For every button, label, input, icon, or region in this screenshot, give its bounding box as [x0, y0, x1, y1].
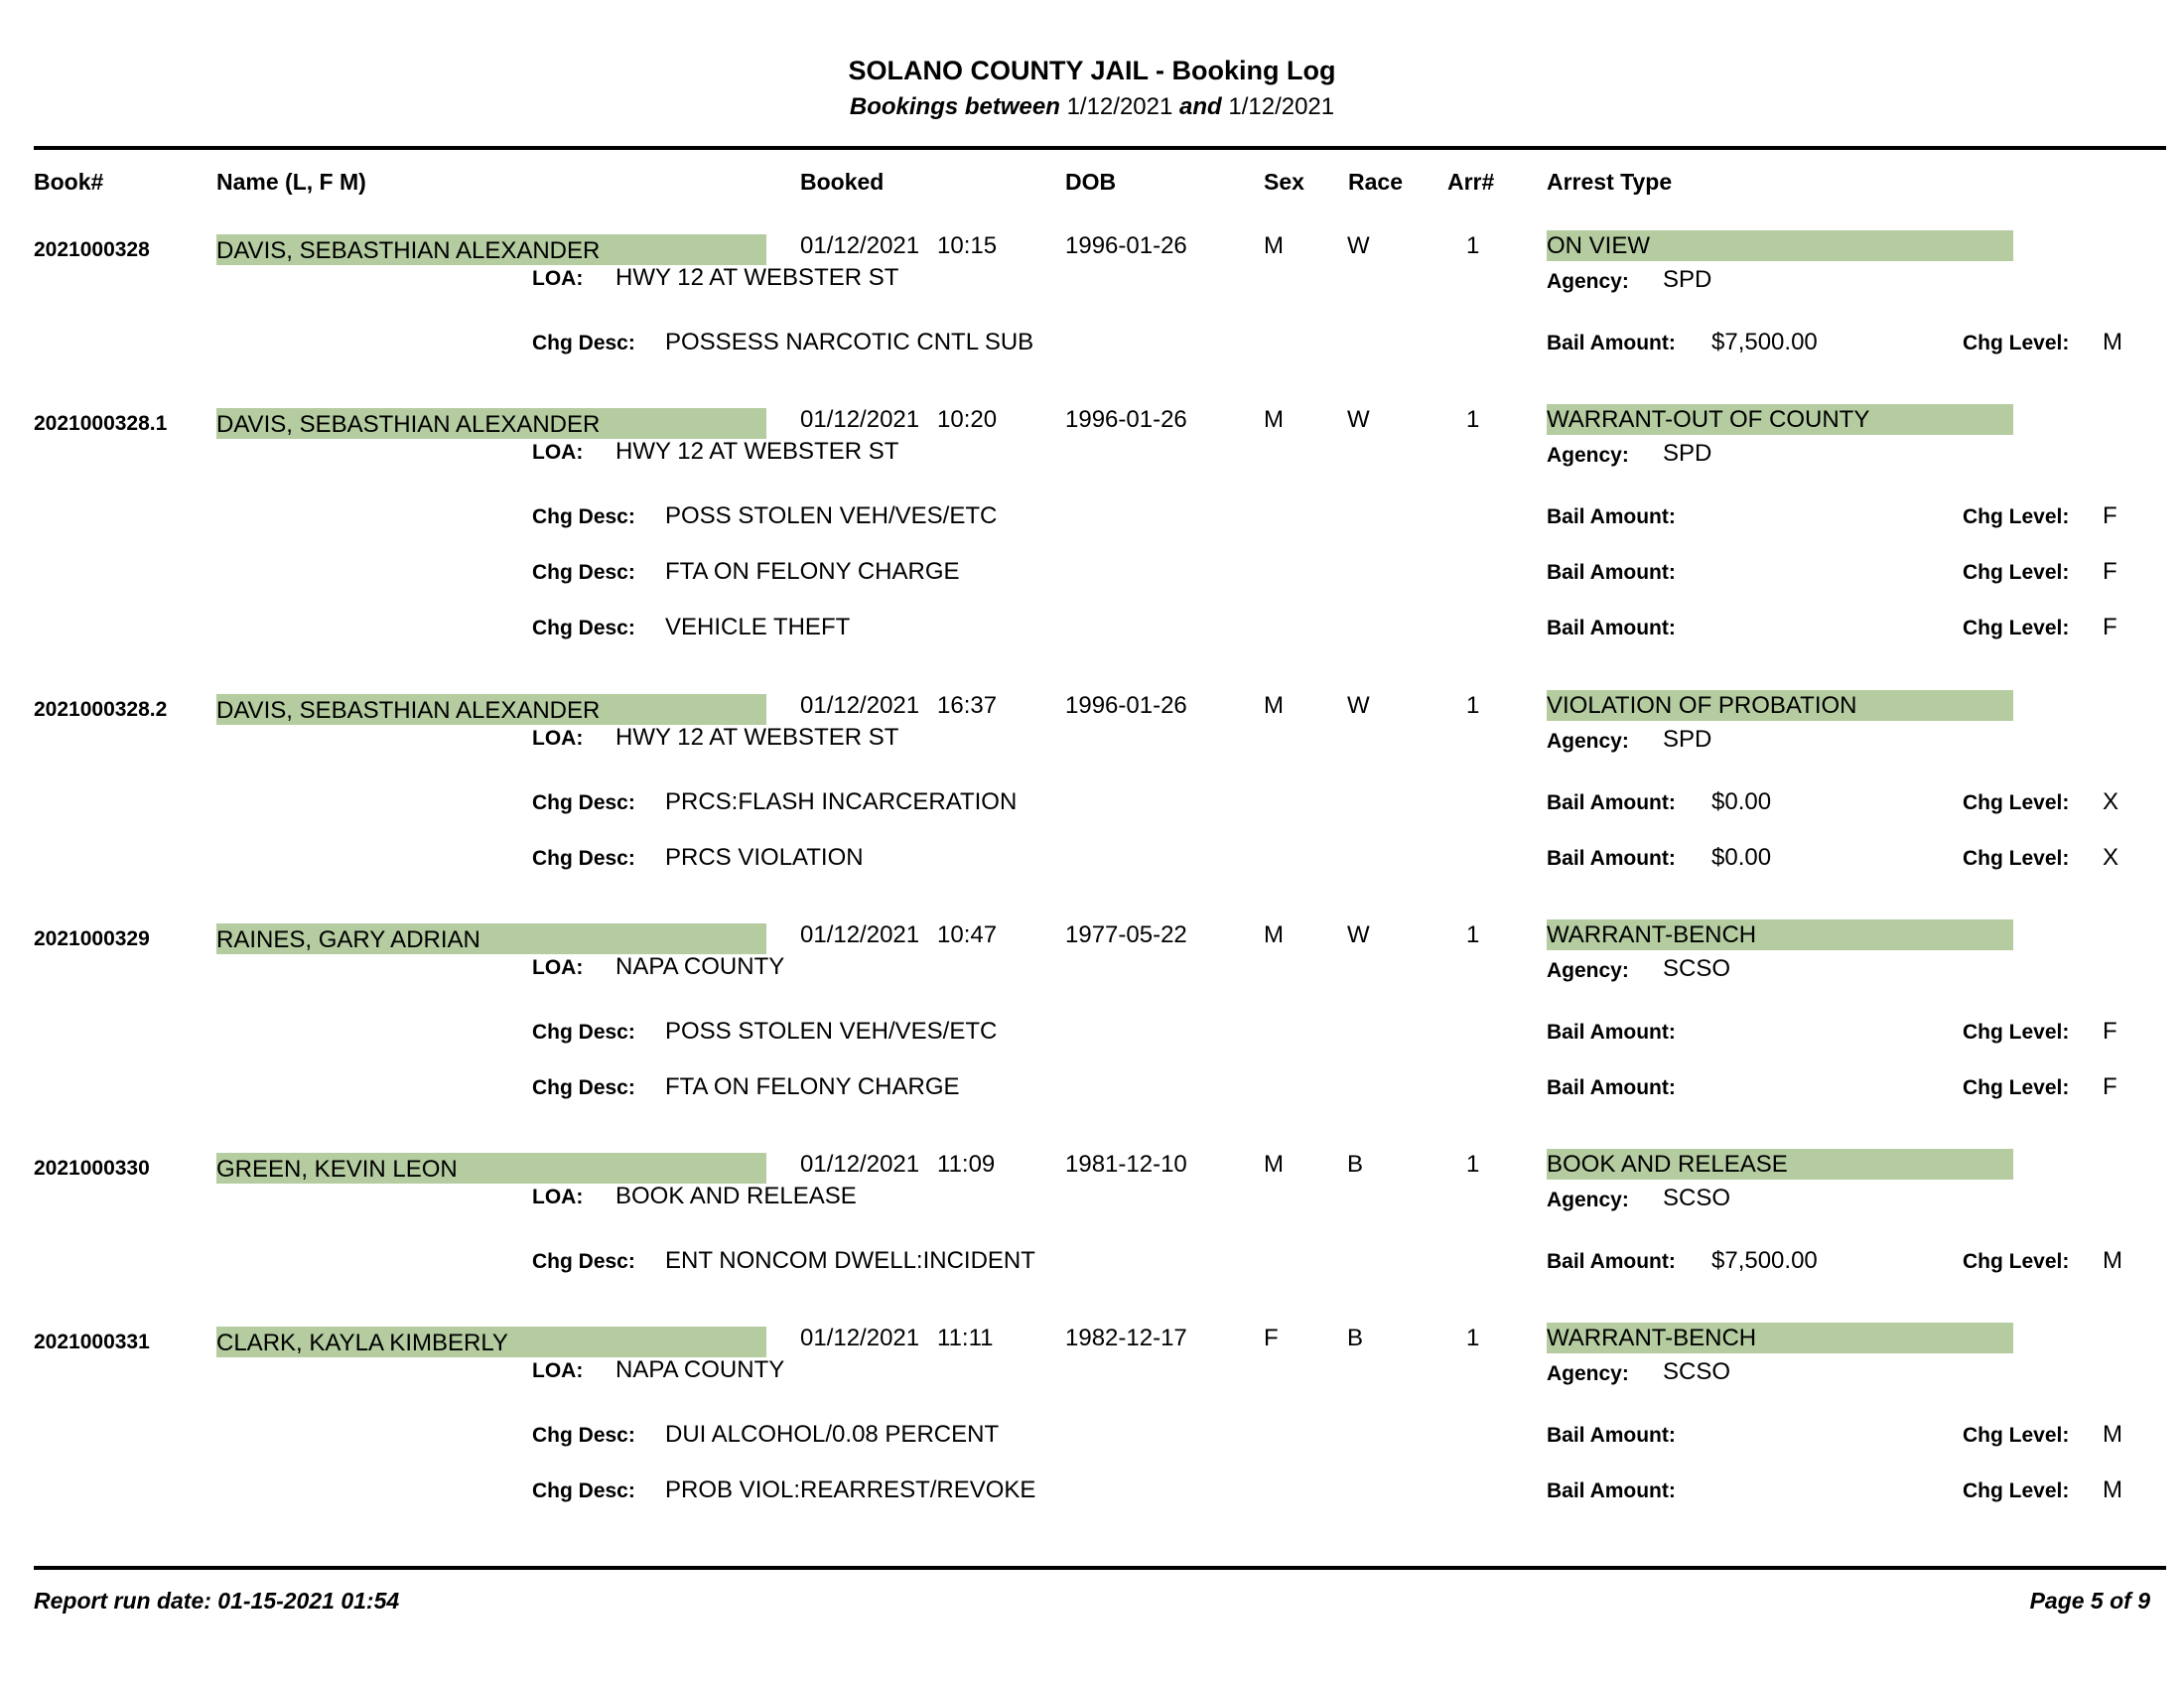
arrest-type: WARRANT-OUT OF COUNTY	[1547, 406, 1870, 433]
chg-level-label: Chg Level:	[1963, 561, 2070, 584]
arrest-number: 1	[1466, 406, 1480, 433]
report-run-date: Report run date: 01-15-2021 01:54	[34, 1588, 400, 1614]
agency-label: Agency:	[1547, 270, 1629, 293]
loa-value: BOOK AND RELEASE	[615, 1183, 857, 1209]
bail-amount-label: Bail Amount:	[1547, 1424, 1676, 1447]
loa-label: LOA:	[532, 956, 584, 979]
booked-date: 01/12/2021	[800, 406, 920, 433]
chg-desc-label: Chg Desc:	[532, 1424, 635, 1447]
booked-time: 11:09	[937, 1151, 996, 1178]
sex: M	[1264, 692, 1284, 719]
loa-value: NAPA COUNTY	[615, 1356, 785, 1383]
chg-level-value: M	[2103, 1421, 2122, 1448]
agency-label: Agency:	[1547, 1362, 1629, 1385]
col-header-race: Race	[1348, 169, 1403, 195]
agency-value: SCSO	[1663, 955, 1731, 982]
agency-label: Agency:	[1547, 1189, 1629, 1211]
arrest-type: ON VIEW	[1547, 232, 1651, 259]
agency-value: SPD	[1663, 266, 1712, 293]
race: B	[1347, 1151, 1364, 1178]
race: W	[1347, 692, 1370, 719]
race: W	[1347, 406, 1370, 433]
inmate-name: DAVIS, SEBASTHIAN ALEXANDER	[216, 411, 601, 438]
bail-amount-label: Bail Amount:	[1547, 332, 1676, 354]
col-header-dob: DOB	[1065, 169, 1117, 195]
chg-desc-label: Chg Desc:	[532, 1076, 635, 1099]
book-number: 2021000329	[34, 927, 150, 950]
chg-level-label: Chg Level:	[1963, 1076, 2070, 1099]
bail-amount-label: Bail Amount:	[1547, 561, 1676, 584]
loa-value: HWY 12 AT WEBSTER ST	[615, 724, 899, 751]
dob: 1977-05-22	[1065, 921, 1187, 948]
chg-desc-value: FTA ON FELONY CHARGE	[665, 1073, 960, 1100]
date-range-to: 1/12/2021	[1228, 93, 1335, 120]
booked-date: 01/12/2021	[800, 1325, 920, 1351]
col-header-arrest-type: Arrest Type	[1547, 169, 1673, 195]
loa-label: LOA:	[532, 727, 584, 750]
chg-level-value: M	[2103, 1247, 2122, 1274]
chg-level-value: F	[2103, 558, 2117, 585]
chg-level-label: Chg Level:	[1963, 1479, 2070, 1502]
chg-desc-label: Chg Desc:	[532, 617, 635, 639]
chg-level-label: Chg Level:	[1963, 791, 2070, 814]
bail-amount-label: Bail Amount:	[1547, 617, 1676, 639]
race: W	[1347, 232, 1370, 259]
date-range-from: 1/12/2021	[1066, 93, 1173, 120]
dob: 1982-12-17	[1065, 1325, 1187, 1351]
chg-desc-label: Chg Desc:	[532, 847, 635, 870]
chg-level-value: M	[2103, 329, 2122, 355]
bail-amount-label: Bail Amount:	[1547, 1250, 1676, 1273]
bail-amount-label: Bail Amount:	[1547, 847, 1676, 870]
chg-desc-label: Chg Desc:	[532, 1479, 635, 1502]
chg-level-value: F	[2103, 1073, 2117, 1100]
race: B	[1347, 1325, 1364, 1351]
page-number: Page 5 of 9	[2029, 1588, 2150, 1614]
chg-desc-label: Chg Desc:	[532, 505, 635, 528]
inmate-name: DAVIS, SEBASTHIAN ALEXANDER	[216, 697, 601, 724]
booked-time: 11:11	[937, 1325, 994, 1351]
loa-label: LOA:	[532, 441, 584, 464]
bail-amount-value: $0.00	[1711, 844, 1772, 871]
chg-desc-label: Chg Desc:	[532, 1021, 635, 1044]
loa-value: NAPA COUNTY	[615, 953, 785, 980]
booked-time: 10:47	[937, 921, 998, 948]
agency-label: Agency:	[1547, 444, 1629, 467]
col-header-booked: Booked	[800, 169, 885, 195]
loa-value: HWY 12 AT WEBSTER ST	[615, 264, 899, 291]
sex: M	[1264, 921, 1284, 948]
chg-level-label: Chg Level:	[1963, 332, 2070, 354]
chg-desc-value: FTA ON FELONY CHARGE	[665, 558, 960, 585]
loa-label: LOA:	[532, 267, 584, 290]
chg-desc-value: POSSESS NARCOTIC CNTL SUB	[665, 329, 1034, 355]
sex: M	[1264, 1151, 1284, 1178]
arrest-type: WARRANT-BENCH	[1547, 1325, 1757, 1351]
chg-desc-value: POSS STOLEN VEH/VES/ETC	[665, 502, 998, 529]
booked-date: 01/12/2021	[800, 921, 920, 948]
report-title: SOLANO COUNTY JAIL - Booking Log	[848, 56, 1336, 85]
chg-level-value: X	[2103, 788, 2119, 815]
book-number: 2021000331	[34, 1331, 150, 1353]
bail-amount-label: Bail Amount:	[1547, 791, 1676, 814]
book-number: 2021000328	[34, 238, 150, 261]
chg-desc-label: Chg Desc:	[532, 1250, 635, 1273]
inmate-name: GREEN, KEVIN LEON	[216, 1156, 458, 1183]
booked-date: 01/12/2021	[800, 232, 920, 259]
col-header-book: Book#	[34, 169, 104, 195]
book-number: 2021000328.1	[34, 412, 168, 435]
chg-desc-label: Chg Desc:	[532, 561, 635, 584]
agency-label: Agency:	[1547, 959, 1629, 982]
bail-amount-value: $0.00	[1711, 788, 1772, 815]
agency-value: SCSO	[1663, 1358, 1731, 1385]
chg-level-value: F	[2103, 1018, 2117, 1045]
race: W	[1347, 921, 1370, 948]
header-rule	[34, 146, 2166, 150]
dob: 1996-01-26	[1065, 406, 1187, 433]
col-header-sex: Sex	[1264, 169, 1304, 195]
chg-desc-label: Chg Desc:	[532, 791, 635, 814]
chg-level-label: Chg Level:	[1963, 847, 2070, 870]
agency-value: SPD	[1663, 726, 1712, 753]
book-number: 2021000330	[34, 1157, 150, 1180]
chg-desc-label: Chg Desc:	[532, 332, 635, 354]
chg-desc-value: VEHICLE THEFT	[665, 614, 851, 640]
arrest-type: BOOK AND RELEASE	[1547, 1151, 1788, 1178]
chg-level-value: X	[2103, 844, 2119, 871]
chg-level-label: Chg Level:	[1963, 617, 2070, 639]
date-range-prefix: Bookings between	[849, 93, 1060, 120]
report-date-range	[0, 93, 2184, 121]
agency-value: SCSO	[1663, 1185, 1731, 1211]
loa-label: LOA:	[532, 1186, 584, 1208]
chg-desc-value: PROB VIOL:REARREST/REVOKE	[665, 1477, 1036, 1503]
arrest-number: 1	[1466, 232, 1480, 259]
col-header-name: Name (L, F M)	[216, 169, 366, 195]
chg-level-label: Chg Level:	[1963, 1021, 2070, 1044]
arrest-type: WARRANT-BENCH	[1547, 921, 1757, 948]
booked-date: 01/12/2021	[800, 1151, 920, 1178]
loa-label: LOA:	[532, 1359, 584, 1382]
chg-desc-value: ENT NONCOM DWELL:INCIDENT	[665, 1247, 1035, 1274]
arrest-type: VIOLATION OF PROBATION	[1547, 692, 1857, 719]
chg-level-value: F	[2103, 614, 2117, 640]
sex: M	[1264, 232, 1284, 259]
chg-level-label: Chg Level:	[1963, 505, 2070, 528]
book-number: 2021000328.2	[34, 698, 168, 721]
arrest-number: 1	[1466, 692, 1480, 719]
sex: F	[1264, 1325, 1279, 1351]
dob: 1996-01-26	[1065, 692, 1187, 719]
loa-value: HWY 12 AT WEBSTER ST	[615, 438, 899, 465]
booked-time: 10:15	[937, 232, 998, 259]
arrest-number: 1	[1466, 1151, 1480, 1178]
agency-value: SPD	[1663, 440, 1712, 467]
chg-desc-value: POSS STOLEN VEH/VES/ETC	[665, 1018, 998, 1045]
sex: M	[1264, 406, 1284, 433]
arrest-number: 1	[1466, 1325, 1480, 1351]
inmate-name: RAINES, GARY ADRIAN	[216, 926, 480, 953]
bail-amount-label: Bail Amount:	[1547, 1479, 1676, 1502]
chg-level-value: F	[2103, 502, 2117, 529]
chg-desc-value: PRCS:FLASH INCARCERATION	[665, 788, 1018, 815]
inmate-name: CLARK, KAYLA KIMBERLY	[216, 1330, 508, 1356]
inmate-name: DAVIS, SEBASTHIAN ALEXANDER	[216, 237, 601, 264]
chg-level-label: Chg Level:	[1963, 1250, 2070, 1273]
chg-level-value: M	[2103, 1477, 2122, 1503]
chg-level-label: Chg Level:	[1963, 1424, 2070, 1447]
chg-desc-value: DUI ALCOHOL/0.08 PERCENT	[665, 1421, 1000, 1448]
dob: 1996-01-26	[1065, 232, 1187, 259]
footer-rule	[34, 1566, 2166, 1570]
col-header-arr: Arr#	[1447, 169, 1495, 195]
bail-amount-label: Bail Amount:	[1547, 1076, 1676, 1099]
agency-label: Agency:	[1547, 730, 1629, 753]
bail-amount-label: Bail Amount:	[1547, 505, 1676, 528]
bail-amount-value: $7,500.00	[1711, 1247, 1818, 1274]
bail-amount-value: $7,500.00	[1711, 329, 1818, 355]
chg-desc-value: PRCS VIOLATION	[665, 844, 864, 871]
bail-amount-label: Bail Amount:	[1547, 1021, 1676, 1044]
dob: 1981-12-10	[1065, 1151, 1187, 1178]
booked-date: 01/12/2021	[800, 692, 920, 719]
date-range-and: and	[1179, 93, 1222, 120]
booked-time: 16:37	[937, 692, 998, 719]
booked-time: 10:20	[937, 406, 998, 433]
arrest-number: 1	[1466, 921, 1480, 948]
